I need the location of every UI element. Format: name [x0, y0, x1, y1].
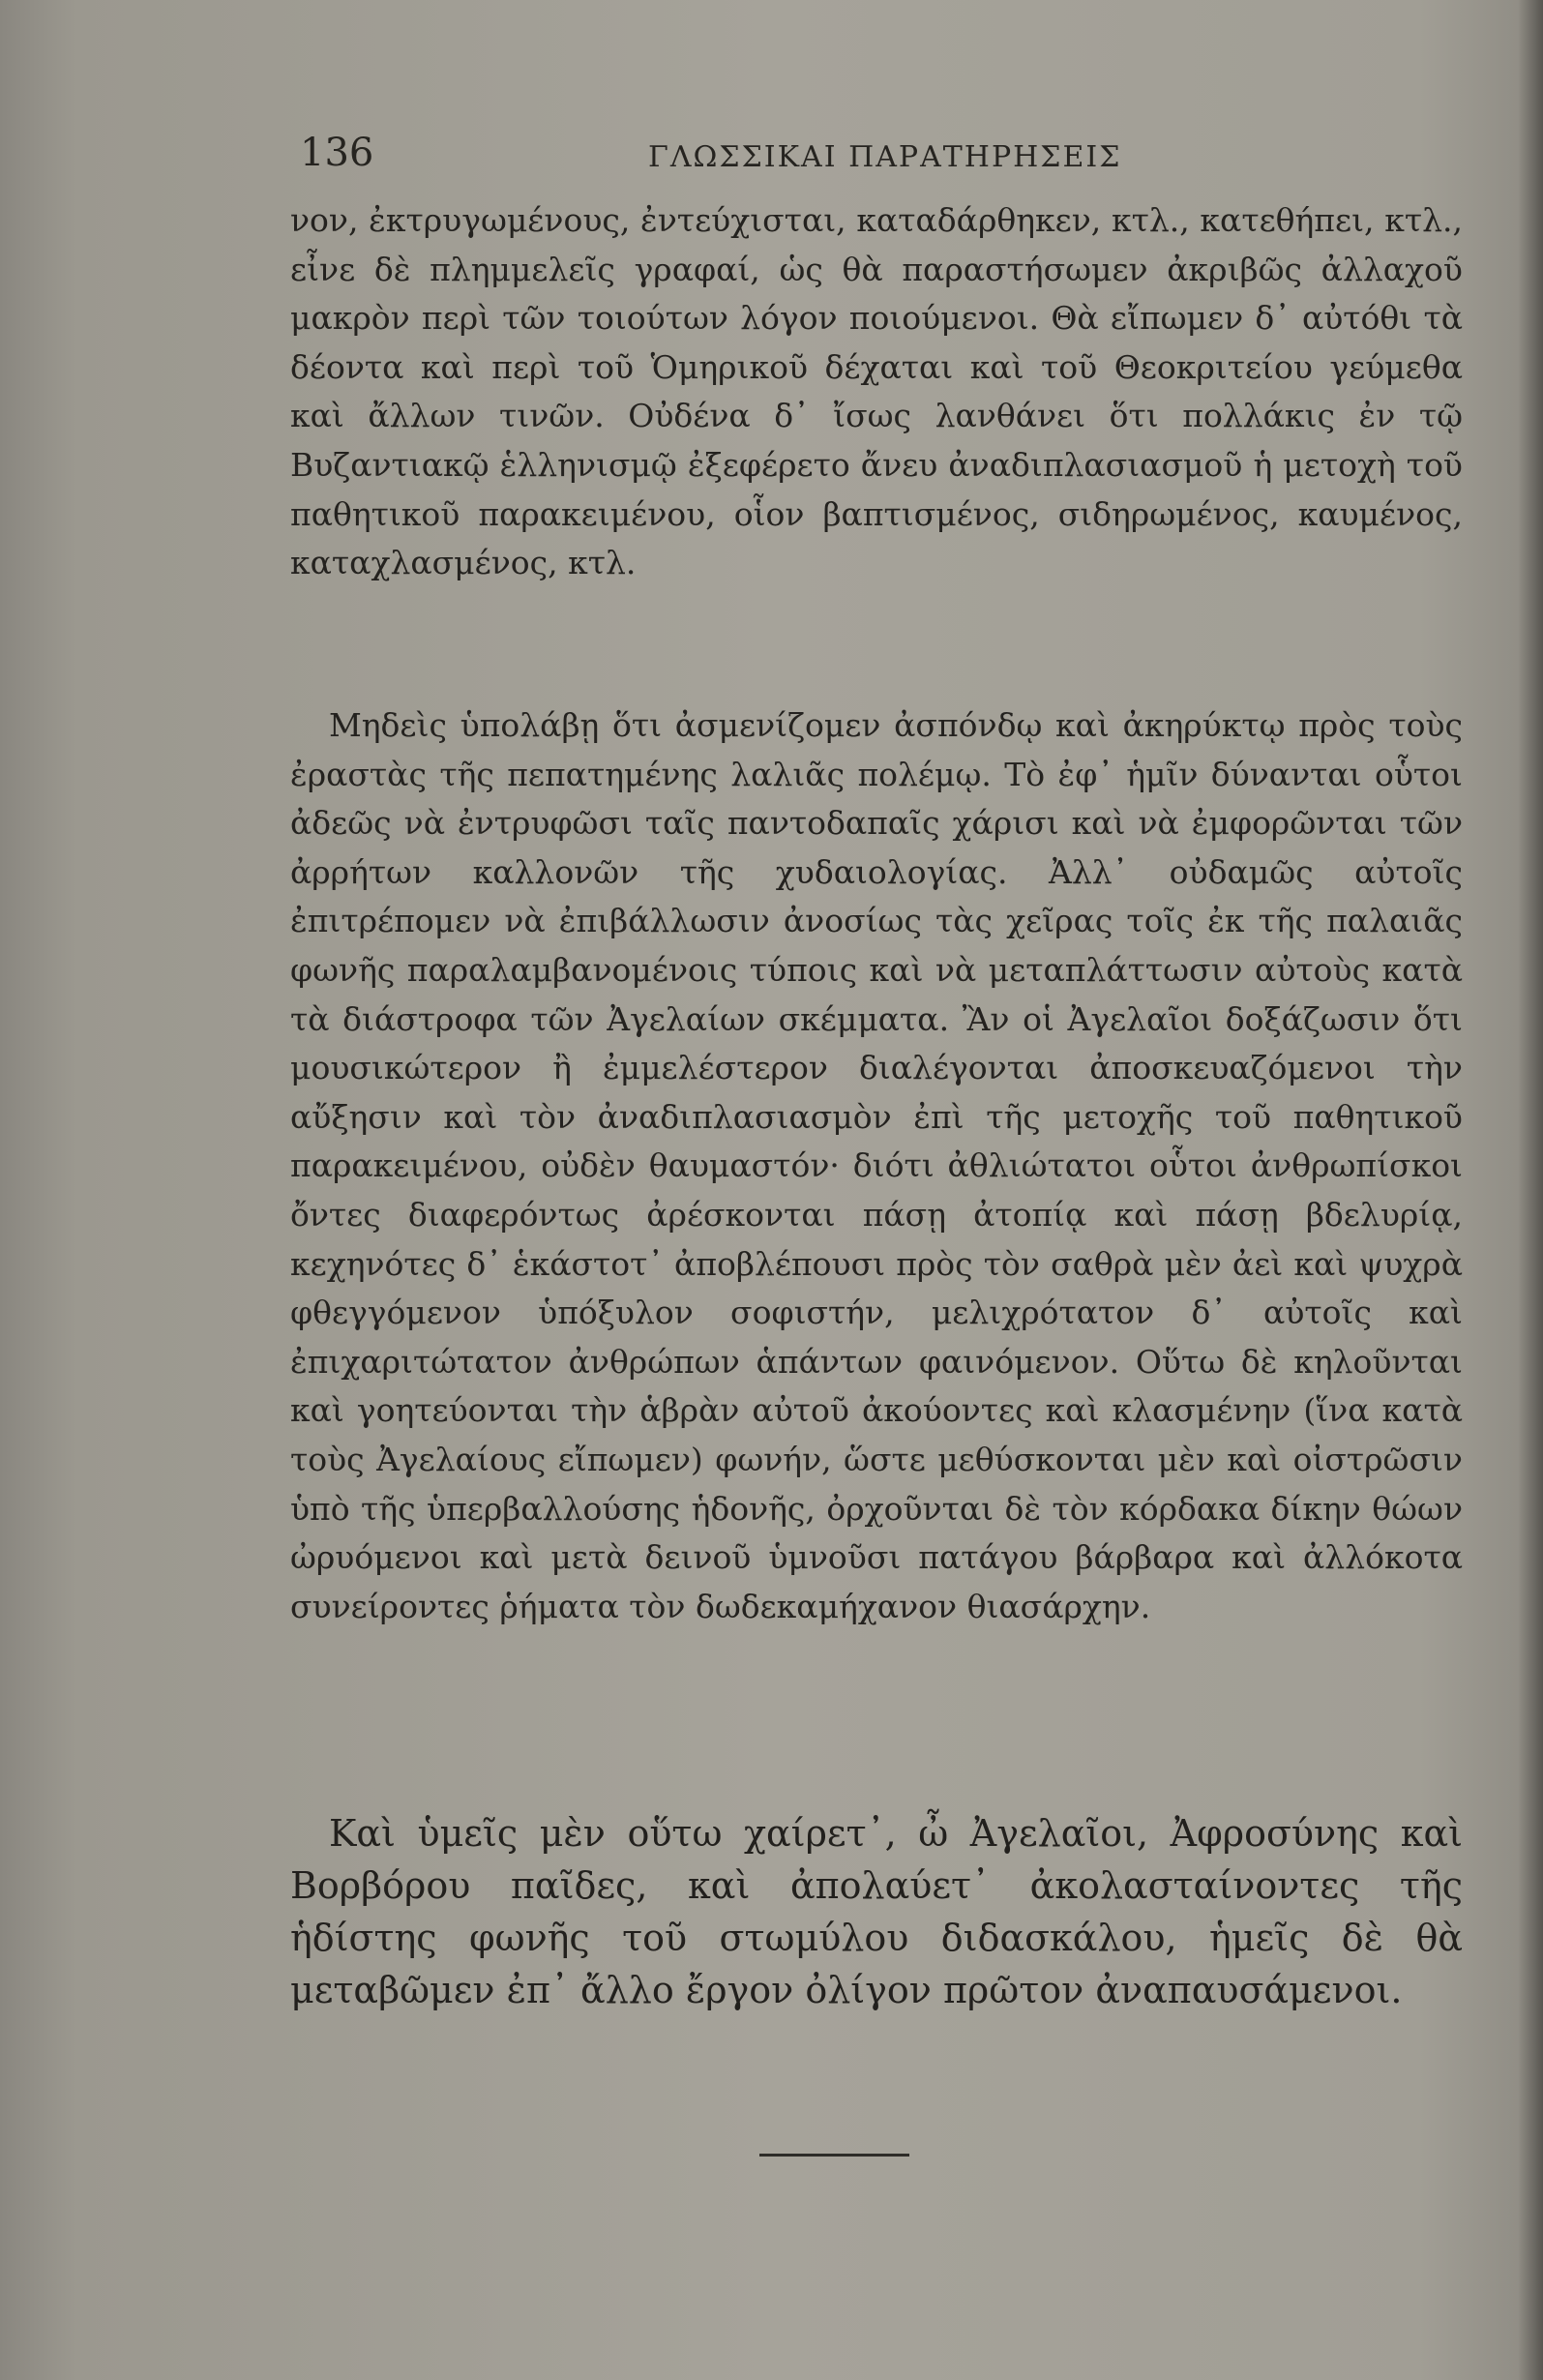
- paragraph-main: [290, 701, 1463, 1761]
- paragraph-text: νον, ἐκτρυγωμένους, ἐντεύχισται, καταδάρθηκεν, κτλ., κατεθήπει, κτλ., εἶνε δὲ πλημμελεῖς γραφαί, ὡς θὰ παραστήσωμεν ἀκριβῶς ἀλλαχοῦ μακρὸν περὶ τῶν τοιούτων λόγον ποιούμενοι. Θὰ εἴπωμεν δ᾿ αὐτόθι τὰ δέοντα καὶ περὶ τοῦ Ὁμηρικοῦ δέχαται καὶ τοῦ Θεοκριτείου γεύμεθα καὶ ἄλλων τινῶν. Οὐδένα δ᾿ ἴσως λανθάνει ὅτι πολλάκις ἐν τῷ Βυζαντιακῷ ἑλληνισμῷ ἐξεφέρετο ἄνευ ἀναδιπλασιασμοῦ ἡ μετοχὴ τοῦ παθητικοῦ παρακειμένου, οἷον βαπτισμένος, σιδηρωμένος, καυμένος, καταχλασμένος, κτλ.: [290, 201, 1463, 582]
- paragraph-text: Μηδεὶς ὑπολάβῃ ὅτι ἀσμενίζομεν ἀσπόνδῳ καὶ ἀκηρύκτῳ πρὸς τοὺς ἐραστὰς τῆς πεπατημένης λαλιᾶς πολέμῳ. Τὸ ἐφ᾿ ἡμῖν δύνανται οὗτοι ἀδεῶς νὰ ἐντρυφῶσι ταῖς παντοδαπαῖς χάρισι καὶ νὰ ἐμφορῶνται τῶν ἀρρήτων καλλονῶν τῆς χυδαιολογίας. Ἀλλ᾿ οὐδαμῶς αὐτοῖς ἐπιτρέπομεν νὰ ἐπιβάλλωσιν ἀνοσίως τὰς χεῖρας τοῖς ἐκ τῆς παλαιᾶς φωνῆς παραλαμβανομένοις τύποις καὶ νὰ μεταπλάττωσιν αὐτοὺς κατὰ τὰ διάστροφα τῶν Ἀγελαίων σκέμματα. Ἂν οἱ Ἀγελαῖοι δοξάζωσιν ὅτι μουσικώτερον ἢ ἐμμελέστερον διαλέγονται ἀποσκευαζόμενοι τὴν αὔξησιν καὶ τὸν ἀναδιπλασιασμὸν ἐπὶ τῆς μετοχῆς τοῦ παθητικοῦ παρακειμένου, οὐδὲν θαυμαστόν· διότι ἀθλιώτατοι οὗτοι ἀνθρωπίσκοι ὄντες διαφερόντως ἀρέσκονται πάσῃ ἀτοπίᾳ καὶ πάσῃ βδελυρίᾳ, κεχηνότες δ᾿ ἑκάστοτ᾿ ἀποβλέπουσι πρὸς τὸν σαθρὰ μὲν ἀεὶ καὶ ψυχρὰ φθεγγόμενον ὑπόξυλον σοφιστήν, μελιχρότατον δ᾿ αὐτοῖς καὶ ἐπιχαριτώτατον ἀνθρώπων ἁπάντων φαινόμενον. Οὕτω δὲ κηλοῦνται καὶ γοητεύονται τὴν ἁβρὰν αὐτοῦ ἀκούοντες καὶ κλασμένην (ἵνα κατὰ τοὺς Ἀγελαίους εἴπωμεν) φωνήν, ὥστε μεθύσκονται μὲν καὶ οἰστρῶσιν ὑπὸ τῆς ὑπερβαλλούσης ἡδονῆς, ὀρχοῦνται δὲ τὸν κόρδακα δίκην θώων ὠρυόμενοι καὶ μετὰ δεινοῦ ὑμνοῦσι πατάγου βάρβαρα καὶ ἀλλόκοτα συνείροντες ῥήματα τὸν δωδεκαμήχανον θιασάρχην.: [290, 706, 1463, 1625]
- page-header: [290, 131, 1161, 189]
- running-title: ΓΛΩΣΣΙΚΑΙ ΠΑΡΑΤΗΡΗΣΕΙΣ: [648, 140, 1122, 174]
- page-number: 136: [300, 131, 374, 175]
- section-divider-rule: [759, 2154, 909, 2157]
- page-edge-shadow: [1518, 0, 1543, 2380]
- paragraph-closing: Καὶ ὑμεῖς μὲν οὕτω χαίρετ᾿, ὦ Ἀγελαῖοι, Ἀφροσύνης καὶ Βορβόρου παῖδες, καὶ ἀπολαύετ᾿ ἀκολασταίνοντες τῆς ἡδίστης φωνῆς τοῦ στωμύλου διδασκάλου, ἡμεῖς δὲ θὰ μεταβῶμεν ἐπ᾿ ἄλλο ἔργον ὀλίγον πρῶτον ἀναπαυσάμενοι.: [290, 1812, 1463, 2011]
- paragraph-continuation: [290, 196, 1463, 651]
